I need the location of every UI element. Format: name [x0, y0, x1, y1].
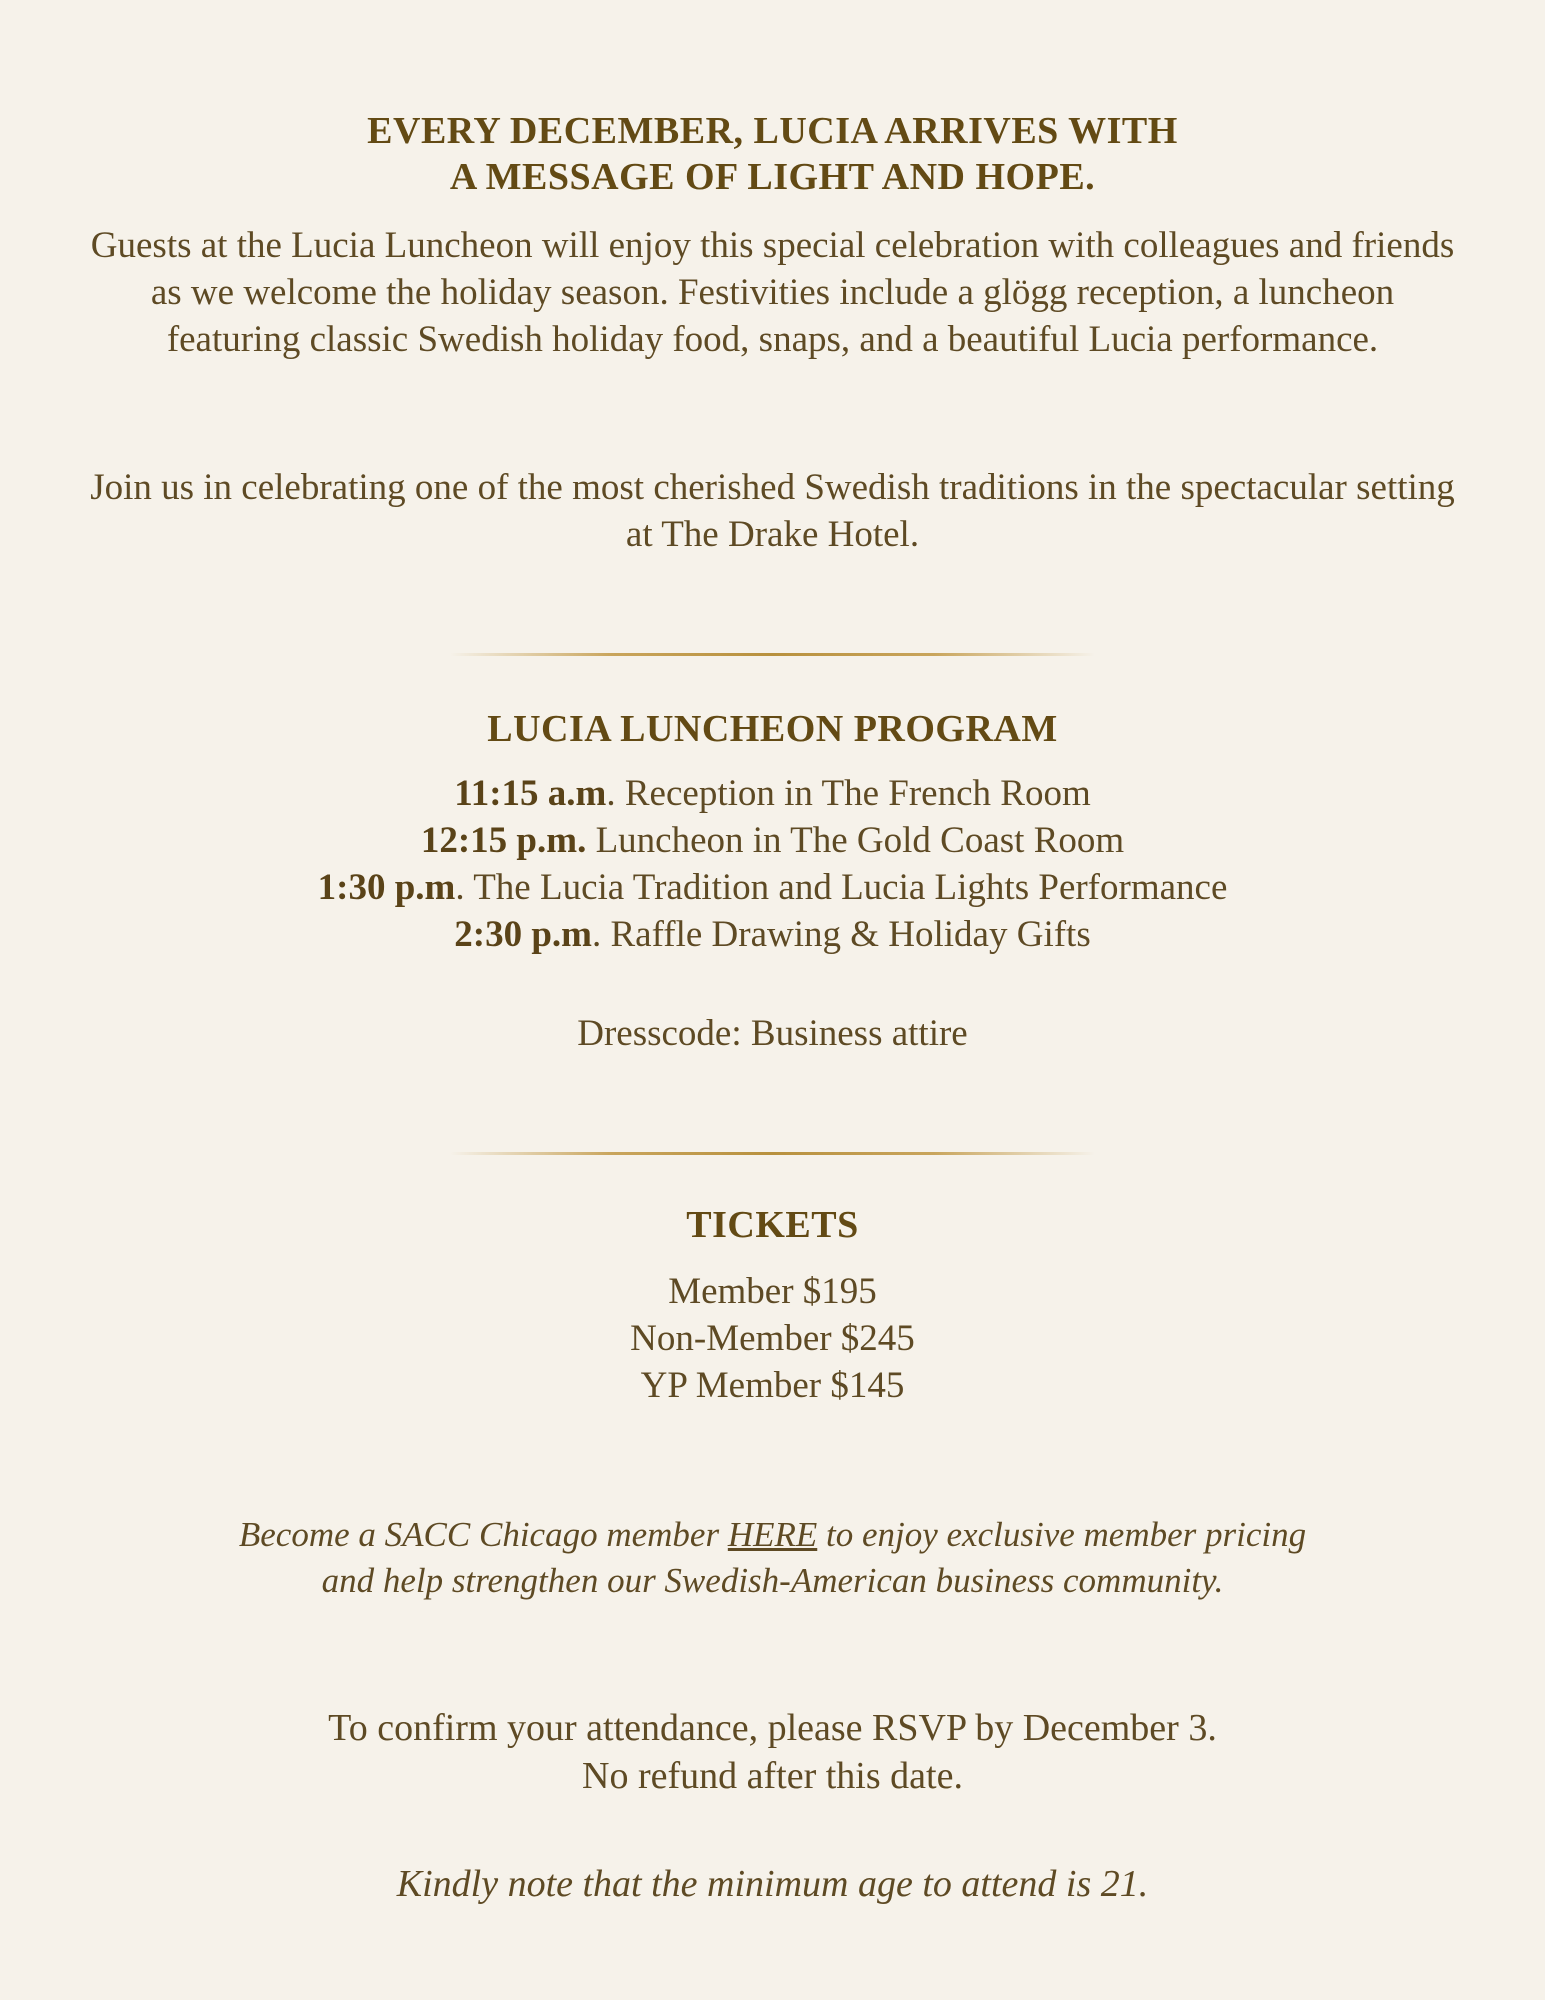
intro-heading [0, 108, 1545, 200]
program-item-text: . Reception in The French Room [606, 773, 1091, 814]
program-item [0, 770, 1545, 817]
ticket-price: Non-Member $245 [630, 1318, 915, 1359]
program-item [0, 864, 1545, 911]
program-item-time: 12:15 p.m. [420, 820, 587, 861]
intro-heading-line-2: A MESSAGE OF LIGHT AND HOPE. [449, 156, 1096, 198]
gold-divider [450, 653, 1095, 656]
ticket-price: YP Member $145 [640, 1365, 905, 1406]
program-list [0, 770, 1545, 958]
rsvp-line-2: No refund after this date. [582, 1755, 963, 1797]
join-paragraph: Join us in celebrating one of the most cherished Swedish traditions in the spectacular setting at The Drake Hotel. [90, 467, 1455, 555]
membership-note-text: and help strengthen our Swedish-American business community. [321, 1561, 1224, 1600]
program-item-time: 1:30 p.m [317, 867, 456, 908]
program-heading: LUCIA LUNCHEON PROGRAM [487, 708, 1058, 750]
program-item-time: 11:15 a.m [454, 773, 607, 814]
program-item-time: 2:30 p.m [454, 914, 592, 955]
intro-heading-line-1: EVERY DECEMBER, LUCIA ARRIVES WITH [367, 110, 1178, 152]
age-note: Kindly note that the minimum age to attend is 21. [396, 1863, 1149, 1905]
program-item [0, 817, 1545, 864]
tickets-heading: TICKETS [686, 1204, 859, 1246]
rsvp-line-1: To confirm your attendance, please RSVP by December 3. [328, 1707, 1217, 1749]
program-item [0, 911, 1545, 958]
tickets-list [0, 1268, 1545, 1409]
rsvp-note [0, 1704, 1545, 1800]
gold-divider [450, 1152, 1095, 1155]
intro-paragraph: Guests at the Lucia Luncheon will enjoy this special celebration with colleagues and friends as we welcome the holiday season. Festivities include a glögg reception, a luncheon featuring classic Swedish holiday food, snaps, and a beautiful Lucia performance. [90, 225, 1455, 360]
membership-note [90, 1512, 1455, 1604]
membership-note-text: to enjoy exclusive member pricing [817, 1515, 1307, 1554]
program-item-text: . Raffle Drawing & Holiday Gifts [592, 914, 1091, 955]
dresscode: Dresscode: Business attire [577, 1013, 968, 1054]
program-item-text: Luncheon in The Gold Coast Room [586, 820, 1125, 861]
ticket-price: Member $195 [668, 1271, 877, 1312]
program-item-text: . The Lucia Tradition and Lucia Lights Performance [455, 867, 1228, 908]
membership-note-text: Become a SACC Chicago member [238, 1515, 728, 1554]
membership-link[interactable]: HERE [727, 1515, 818, 1554]
